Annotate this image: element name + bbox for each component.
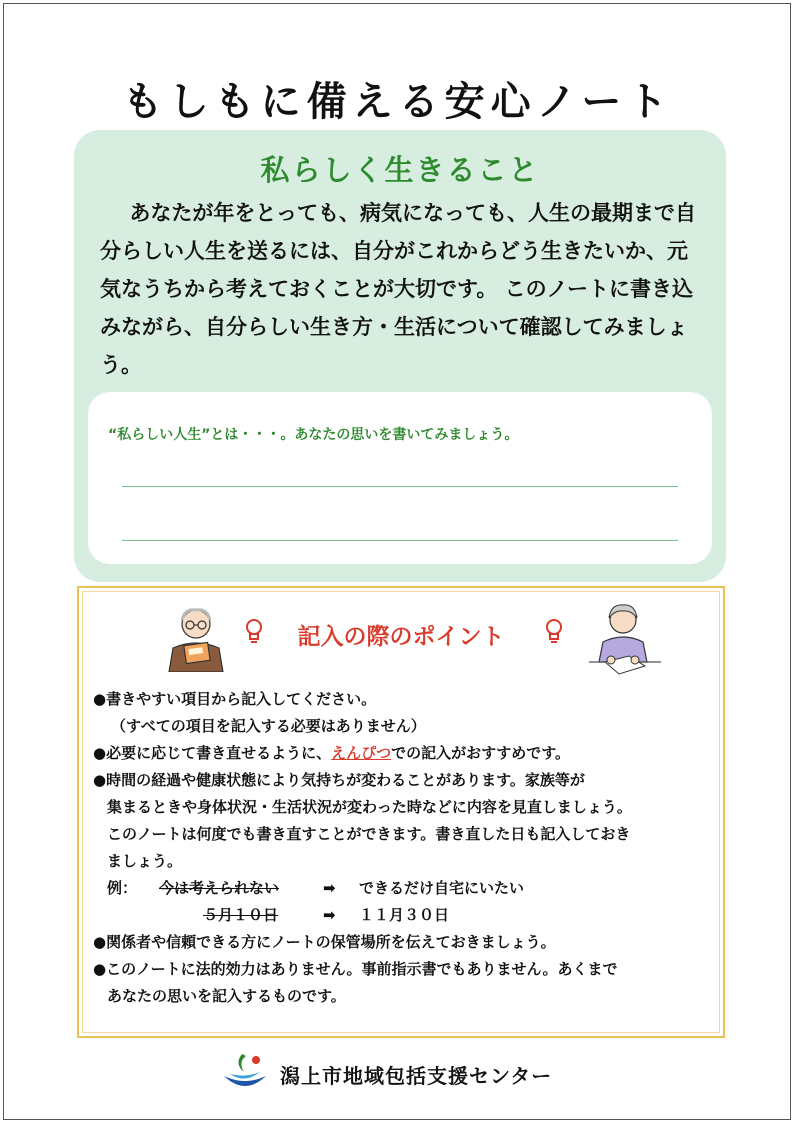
- example-new-date: １１月３０日: [359, 906, 450, 924]
- point-subnote: （すべての項目を記入する必要はありません）: [111, 717, 426, 735]
- intro-paragraph: あなたが年をとっても、病気になっても、人生の最期まで自分らしい人生を送るには、自分がこれからどう生きたいか、元気なうちから考えておくことが大切です。 このノートに書き込みながら、自分らしい生き方・生活について確認してみましょう。: [100, 201, 696, 377]
- entry-points-list: [93, 686, 713, 1010]
- footer: [220, 1050, 580, 1094]
- page-title: もしもに備える安心ノート: [122, 79, 674, 125]
- entry-points-heading: 記入の際のポイント: [297, 624, 505, 650]
- example-row: [93, 875, 713, 902]
- point-item-cont: ましょう。: [107, 852, 183, 870]
- point-item-cont: 集まるときや身体状況・生活状況が変わった時などに内容を見直しましょう。: [107, 798, 632, 816]
- point-item-cont: このノートは何度でも書き直すことができます。書き直した日も記入しておき: [107, 825, 631, 843]
- point-text: での記入がおすすめです。: [391, 744, 571, 762]
- example-label: 例：: [107, 879, 138, 897]
- lightbulb-icon: [545, 618, 563, 644]
- point-text: ●必要に応じて書き直せるように、: [93, 744, 332, 762]
- point-item: [93, 740, 713, 767]
- example-row: [93, 902, 713, 929]
- entry-points-box: [77, 586, 725, 1038]
- example-old-text: 今は考えられない: [159, 879, 280, 897]
- point-item: ●時間の経過や健康状態により気持ちが変わることがあります。家族等が: [93, 771, 585, 789]
- point-item-cont: あなたの思いを記入するものです。: [107, 987, 346, 1005]
- example-new-text: できるだけ自宅にいたい: [359, 879, 525, 897]
- point-item: ●書きやすい項目から記入してください。: [93, 690, 377, 708]
- arrow-right-icon: ➡: [323, 879, 336, 897]
- example-old-date: ５月１０日: [203, 906, 279, 924]
- section-heading: 私らしく生きること: [260, 153, 540, 187]
- writing-prompt: “私らしい人生”とは・・・。あなたの思いを書いてみましょう。: [108, 427, 519, 443]
- writing-line[interactable]: [122, 486, 678, 487]
- writing-line[interactable]: [122, 540, 678, 541]
- point-item: ●このノートに法的効力はありません。事前指示書でもありません。あくまで: [93, 960, 618, 978]
- arrow-right-icon: ➡: [323, 906, 336, 924]
- organization-name: 潟上市地域包括支援センター: [280, 1064, 553, 1088]
- pencil-emphasis: えんぴつ: [331, 744, 392, 762]
- section-living-like-myself: [74, 130, 726, 582]
- page-frame: [3, 3, 791, 1120]
- writing-box[interactable]: [88, 392, 712, 564]
- city-logo-icon: [220, 1050, 270, 1094]
- point-item: ●関係者や信頼できる方にノートの保管場所を伝えておきましょう。: [93, 933, 556, 951]
